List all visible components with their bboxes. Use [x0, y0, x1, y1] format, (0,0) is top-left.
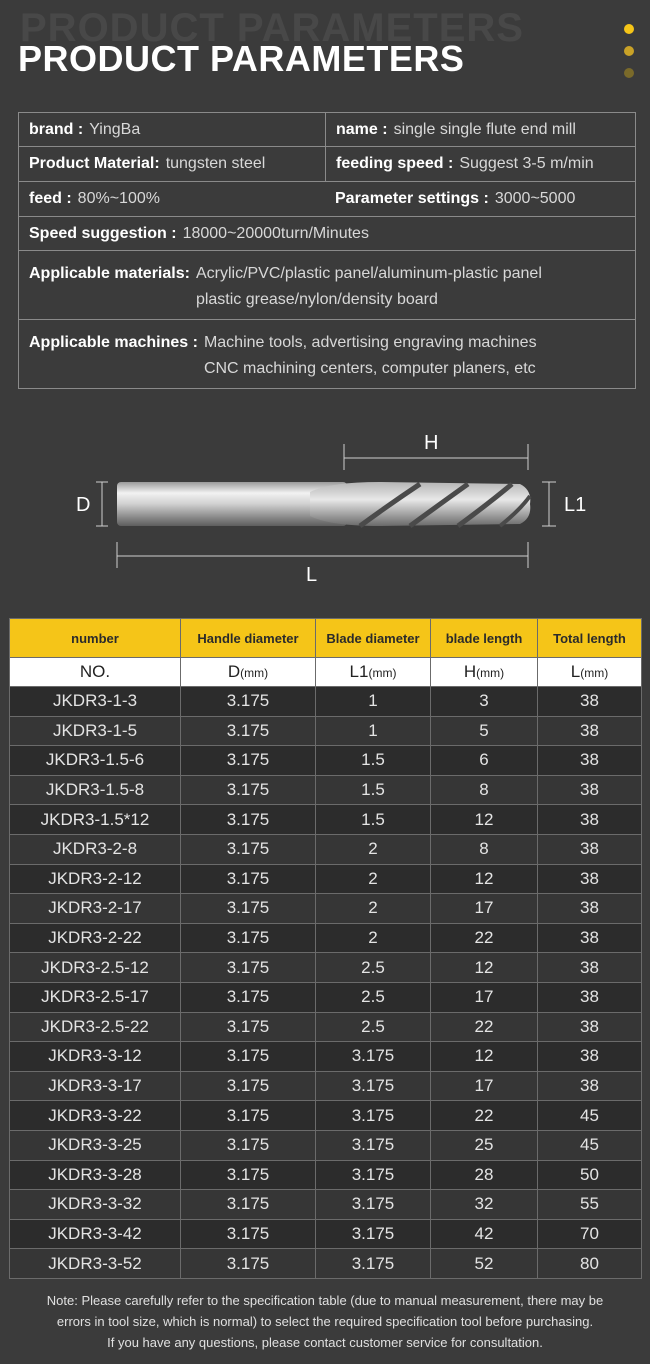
column-header: Total length [538, 619, 642, 658]
table-cell: 3.175 [316, 1190, 431, 1220]
table-body [10, 687, 642, 1279]
applicable-machines-value [204, 330, 537, 382]
table-cell: 3.175 [181, 1190, 316, 1220]
table-cell: 17 [431, 1071, 538, 1101]
subheader-main: L [570, 662, 581, 681]
note-line: Note: Please carefully refer to the specification table (due to manual measurement, there may be [46, 1293, 604, 1308]
param-row [19, 147, 635, 182]
table-cell: 3.175 [181, 894, 316, 924]
table-cell: 5 [431, 716, 538, 746]
table-cell: JKDR3-1-3 [10, 687, 181, 717]
table-cell: 28 [431, 1160, 538, 1190]
table-cell: 2 [316, 834, 431, 864]
table-cell: 1.5 [316, 775, 431, 805]
dimension-h-label: H [424, 432, 439, 454]
feed-label: feed : [29, 190, 72, 207]
table-cell: 3.175 [316, 1160, 431, 1190]
table-row [10, 864, 642, 894]
applicable-materials-value [196, 261, 542, 313]
title-watermark: PRODUCT PARAMETERS [20, 6, 524, 50]
table-cell: JKDR3-2-8 [10, 834, 181, 864]
param-row [19, 182, 635, 217]
header [0, 0, 650, 100]
param-row [19, 113, 635, 147]
table-cell: 3.175 [181, 1071, 316, 1101]
feeding-speed-label: feeding speed : [336, 155, 454, 172]
table-cell: JKDR3-2.5-22 [10, 1012, 181, 1042]
subheader-main: L1 [349, 662, 369, 681]
table-cell: 3.175 [181, 746, 316, 776]
materials-line: plastic grease/nylon/density board [195, 291, 438, 308]
table-header-row [10, 619, 642, 658]
end-mill-diagram [0, 420, 650, 600]
parameter-settings-cell [325, 182, 635, 216]
table-cell: 1 [316, 716, 431, 746]
column-subheader [538, 658, 642, 687]
table-cell: JKDR3-2-22 [10, 923, 181, 953]
table-cell: 3.175 [181, 1249, 316, 1279]
table-cell: 38 [538, 775, 642, 805]
dimension-l1-label: L1 [564, 494, 587, 516]
table-cell: JKDR3-3-25 [10, 1130, 181, 1160]
parameter-settings-value: 3000~5000 [494, 190, 576, 207]
feed-value: 80%~100% [77, 190, 160, 207]
feeding-speed-value: Suggest 3-5 m/min [459, 155, 594, 172]
table-cell: 38 [538, 687, 642, 717]
table-cell: JKDR3-1-5 [10, 716, 181, 746]
parameter-settings-label: Parameter settings : [335, 190, 489, 207]
brand-cell [19, 113, 325, 146]
table-cell: 38 [538, 864, 642, 894]
dimension-d-label: D [76, 494, 91, 516]
material-label: Product Material: [29, 155, 160, 172]
table-cell: 3.175 [316, 1071, 431, 1101]
column-header: Blade diameter [316, 619, 431, 658]
table-row [10, 1219, 642, 1249]
table-cell: 17 [431, 894, 538, 924]
table-cell: 38 [538, 746, 642, 776]
table-cell: 45 [538, 1101, 642, 1131]
table-row [10, 687, 642, 717]
table-cell: 3.175 [316, 1101, 431, 1131]
column-subheader [181, 658, 316, 687]
table-cell: 6 [431, 746, 538, 776]
table-row [10, 1101, 642, 1131]
table-cell: 45 [538, 1130, 642, 1160]
table-cell: JKDR3-2.5-17 [10, 982, 181, 1012]
table-cell: 3.175 [181, 687, 316, 717]
dot-icon [624, 24, 634, 34]
note-line: errors in tool size, which is normal) to select the required specification tool before purchasing. [56, 1314, 594, 1329]
table-cell: 3.175 [316, 1130, 431, 1160]
table-cell: 2 [316, 923, 431, 953]
table-cell: JKDR3-3-12 [10, 1042, 181, 1072]
table-cell: 38 [538, 1042, 642, 1072]
table-cell: 38 [538, 834, 642, 864]
table-cell: 22 [431, 923, 538, 953]
table-cell: 38 [538, 894, 642, 924]
subheader-unit: (mm) [580, 666, 609, 680]
table-cell: JKDR3-3-52 [10, 1249, 181, 1279]
table-cell: 3.175 [316, 1249, 431, 1279]
name-label: name : [336, 120, 388, 138]
table-cell: 3.175 [181, 1160, 316, 1190]
column-header: number [10, 619, 181, 658]
table-cell: 3.175 [316, 1042, 431, 1072]
table-cell: 3.175 [181, 1101, 316, 1131]
dimension-l-label: L [306, 564, 318, 586]
table-cell: 38 [538, 716, 642, 746]
table-cell: 38 [538, 1012, 642, 1042]
table-cell: 3.175 [181, 716, 316, 746]
table-row [10, 953, 642, 983]
speed-suggestion-value: 18000~20000turn/Minutes [182, 224, 369, 242]
table-cell: 3.175 [181, 1012, 316, 1042]
dot-icon [624, 68, 634, 78]
table-cell: 3.175 [181, 1130, 316, 1160]
applicable-materials-label: Applicable materials: [29, 265, 190, 282]
subheader-unit: (mm) [476, 666, 505, 680]
table-cell: 12 [431, 805, 538, 835]
table-cell: 8 [431, 834, 538, 864]
table-row [10, 1130, 642, 1160]
table-cell: 70 [538, 1219, 642, 1249]
param-row [19, 251, 635, 320]
table-cell: 2 [316, 894, 431, 924]
table-cell: 2.5 [316, 982, 431, 1012]
table-cell: 38 [538, 1071, 642, 1101]
table-cell: JKDR3-3-28 [10, 1160, 181, 1190]
table-cell: 38 [538, 953, 642, 983]
subheader-unit: (mm) [240, 666, 269, 680]
speed-suggestion-label: Speed suggestion : [29, 224, 177, 242]
table-cell: JKDR3-1.5-6 [10, 746, 181, 776]
table-row [10, 1249, 642, 1279]
table-subheader-row [10, 658, 642, 687]
table-cell: 3.175 [181, 864, 316, 894]
table-cell: JKDR3-2.5-12 [10, 953, 181, 983]
table-cell: 3 [431, 687, 538, 717]
material-value: tungsten steel [165, 155, 266, 172]
table-row [10, 834, 642, 864]
table-cell: 52 [431, 1249, 538, 1279]
table-cell: JKDR3-3-17 [10, 1071, 181, 1101]
table-cell: JKDR3-2-17 [10, 894, 181, 924]
table-cell: 3.175 [181, 775, 316, 805]
table-cell: 1 [316, 687, 431, 717]
table-cell: 12 [431, 1042, 538, 1072]
table-cell: JKDR3-1.5-8 [10, 775, 181, 805]
feed-cell [19, 182, 325, 216]
purchase-note [20, 1290, 630, 1353]
table-row [10, 1190, 642, 1220]
column-subheader [10, 658, 181, 687]
column-subheader [431, 658, 538, 687]
table-row [10, 805, 642, 835]
table-row [10, 716, 642, 746]
table-cell: JKDR3-3-22 [10, 1101, 181, 1131]
table-row [10, 1071, 642, 1101]
table-cell: 22 [431, 1012, 538, 1042]
table-row [10, 746, 642, 776]
note-line: If you have any questions, please contact customer service for consultation. [107, 1335, 543, 1350]
table-cell: 22 [431, 1101, 538, 1131]
table-cell: 3.175 [181, 834, 316, 864]
table-cell: 55 [538, 1190, 642, 1220]
subheader-unit: (mm) [368, 666, 397, 680]
parameters-box [18, 112, 636, 389]
name-value: single single flute end mill [393, 120, 576, 138]
table-cell: 32 [431, 1190, 538, 1220]
table-cell: 3.175 [181, 923, 316, 953]
machines-line: CNC machining centers, computer planers, etc [203, 360, 536, 377]
param-row [19, 320, 635, 388]
table-cell: 8 [431, 775, 538, 805]
brand-label: brand : [29, 120, 84, 138]
applicable-materials-cell [19, 251, 635, 319]
table-row [10, 894, 642, 924]
table-cell: 3.175 [181, 982, 316, 1012]
table-row [10, 982, 642, 1012]
table-cell: JKDR3-1.5*12 [10, 805, 181, 835]
column-header: blade length [431, 619, 538, 658]
table-cell: 3.175 [316, 1219, 431, 1249]
page-title: PRODUCT PARAMETERS [18, 38, 465, 79]
table-cell: 12 [431, 864, 538, 894]
table-cell: 38 [538, 923, 642, 953]
table-cell: 17 [431, 982, 538, 1012]
table-cell: 1.5 [316, 746, 431, 776]
table-row [10, 1012, 642, 1042]
table-cell: JKDR3-3-42 [10, 1219, 181, 1249]
param-row [19, 217, 635, 251]
table-cell: 3.175 [181, 953, 316, 983]
table-cell: JKDR3-2-12 [10, 864, 181, 894]
table-row [10, 1042, 642, 1072]
table-row [10, 923, 642, 953]
brand-value: YingBa [89, 120, 141, 138]
table-cell: 3.175 [181, 805, 316, 835]
table-cell: 50 [538, 1160, 642, 1190]
specification-table [9, 618, 642, 1279]
table-cell: 3.175 [181, 1219, 316, 1249]
subheader-main: NO. [79, 662, 111, 681]
table-cell: 2.5 [316, 1012, 431, 1042]
table-cell: 1.5 [316, 805, 431, 835]
table-cell: 2 [316, 864, 431, 894]
end-mill-drawing [0, 420, 650, 600]
table-row [10, 1160, 642, 1190]
materials-line: Acrylic/PVC/plastic panel/aluminum-plastic panel [195, 265, 542, 282]
table-cell: 25 [431, 1130, 538, 1160]
machines-line: Machine tools, advertising engraving machines [203, 334, 537, 351]
table-cell: 80 [538, 1249, 642, 1279]
table-cell: 2.5 [316, 953, 431, 983]
table-cell: JKDR3-3-32 [10, 1190, 181, 1220]
table-cell: 38 [538, 982, 642, 1012]
name-cell [325, 113, 635, 146]
material-cell [19, 147, 325, 181]
subheader-main: D [227, 662, 241, 681]
decorative-dots [624, 24, 634, 90]
applicable-machines-cell [19, 320, 635, 388]
table-cell: 12 [431, 953, 538, 983]
table-row [10, 775, 642, 805]
table-cell: 38 [538, 805, 642, 835]
subheader-main: H [463, 662, 477, 681]
column-subheader [316, 658, 431, 687]
column-header: Handle diameter [181, 619, 316, 658]
table-cell: 3.175 [181, 1042, 316, 1072]
speed-suggestion-cell [19, 217, 635, 250]
feeding-speed-cell [325, 147, 635, 181]
applicable-machines-label: Applicable machines : [29, 334, 198, 351]
table-cell: 42 [431, 1219, 538, 1249]
dot-icon [624, 46, 634, 56]
